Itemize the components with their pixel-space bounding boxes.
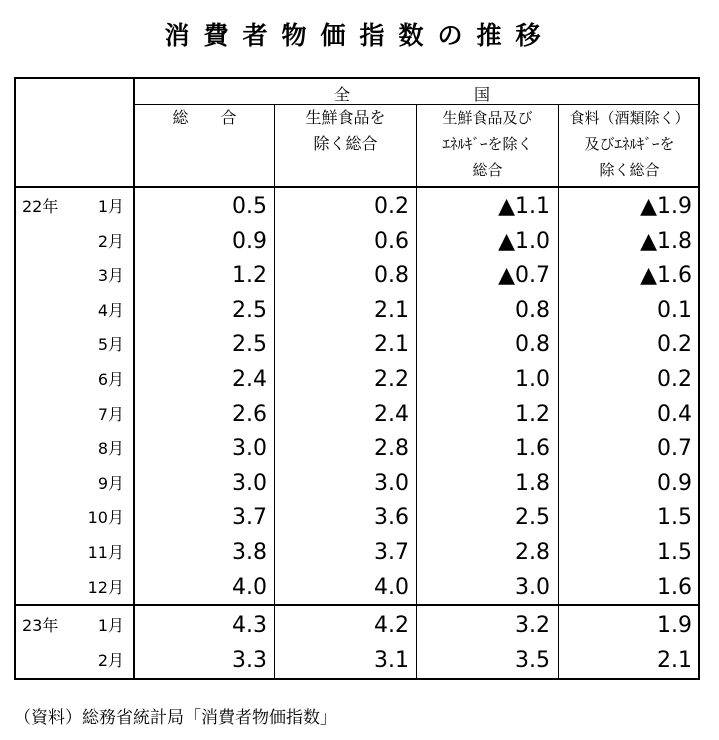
- cpi-table: [14, 77, 700, 680]
- cell-value: 2.1: [374, 332, 409, 358]
- row-month: 3月: [97, 266, 124, 286]
- cell-value: 1.2: [515, 401, 550, 427]
- cell-value: 2.4: [374, 401, 409, 427]
- cell-value: 0.2: [657, 332, 692, 358]
- cell-value: 2.5: [232, 297, 267, 323]
- row-year: 23年: [22, 616, 59, 635]
- cell-value: 0.2: [657, 367, 692, 392]
- group-header-left: 全: [334, 85, 351, 104]
- table-row: [14, 609, 700, 644]
- row-month: 8月: [97, 439, 124, 459]
- table-row: [14, 571, 700, 606]
- table-row: [14, 501, 700, 536]
- cell-value: ▲1.8: [640, 228, 692, 254]
- cell-value: 1.2: [232, 263, 267, 289]
- cell-value: ▲1.9: [640, 194, 692, 219]
- table-row: [14, 398, 700, 433]
- table-row: [14, 259, 700, 294]
- cell-value: 0.4: [657, 401, 692, 427]
- cell-value: ▲1.0: [498, 228, 550, 254]
- column-header-line: 総合: [472, 161, 503, 179]
- source-note: （資料）総務省統計局「消費者物価指数」: [14, 708, 337, 728]
- column-header-core-core: [417, 105, 558, 185]
- cell-value: ▲0.7: [498, 263, 550, 289]
- cell-value: 0.6: [374, 228, 409, 254]
- cell-value: 3.7: [232, 505, 267, 531]
- cell-value: 1.6: [657, 574, 692, 600]
- column-header-core: [275, 105, 416, 185]
- cell-value: 1.9: [657, 613, 692, 638]
- group-header-right: 国: [474, 85, 491, 104]
- cell-value: 4.3: [232, 613, 267, 638]
- cell-value: 4.0: [232, 574, 267, 600]
- table-row: [14, 363, 700, 398]
- cell-value: 0.2: [374, 194, 409, 219]
- cell-value: 0.9: [657, 470, 692, 496]
- cell-value: 1.0: [515, 367, 550, 392]
- table-row: [14, 225, 700, 260]
- cell-value: 2.8: [515, 540, 550, 565]
- cell-value: 3.0: [515, 574, 550, 600]
- row-year: 22年: [22, 197, 59, 216]
- cell-value: 2.2: [374, 367, 409, 392]
- row-month: 1月: [97, 197, 124, 216]
- column-header-line: 生鮮食品を: [305, 108, 386, 127]
- cell-value: 2.5: [515, 505, 550, 531]
- row-month: 7月: [97, 404, 124, 424]
- row-month: 6月: [97, 370, 124, 389]
- column-header-line: 除く総合: [599, 161, 660, 179]
- table-row: [14, 190, 700, 225]
- cell-value: 2.1: [374, 297, 409, 323]
- column-header-line: 生鮮食品及び: [442, 109, 533, 127]
- column-header-us-core: [559, 105, 700, 185]
- row-month: 1月: [97, 616, 124, 635]
- cell-value: 3.8: [232, 540, 267, 565]
- row-month: 9月: [97, 473, 124, 493]
- cell-value: 3.6: [374, 505, 409, 531]
- cell-value: ▲1.6: [640, 263, 692, 289]
- cell-value: 2.6: [232, 401, 267, 427]
- column-header-line: 総 合: [172, 108, 237, 127]
- cell-value: 0.8: [515, 297, 550, 323]
- cell-value: 3.5: [515, 647, 550, 673]
- column-header-line: 及びｴﾈﾙｷﾞｰを: [584, 135, 675, 153]
- cell-value: 1.6: [515, 436, 550, 462]
- page-title: 消費者物価指数の推移: [164, 21, 555, 50]
- cell-value: 0.7: [657, 436, 692, 462]
- row-month: 2月: [97, 650, 124, 670]
- cell-value: 3.0: [232, 470, 267, 496]
- row-month: 11月: [87, 543, 124, 562]
- cell-value: 3.0: [232, 436, 267, 462]
- cell-value: ▲1.1: [498, 194, 550, 219]
- table-row: [14, 294, 700, 329]
- cell-value: 1.8: [515, 470, 550, 496]
- row-month: 5月: [97, 335, 124, 355]
- column-header-line: 除く総合: [313, 134, 378, 153]
- cell-value: 0.9: [232, 228, 267, 254]
- cell-value: 0.8: [515, 332, 550, 358]
- row-month: 12月: [87, 577, 124, 597]
- cell-value: 1.5: [657, 540, 692, 565]
- cell-value: 2.1: [657, 647, 692, 673]
- cell-value: 4.0: [374, 574, 409, 600]
- column-header-sogo: [135, 105, 274, 185]
- cell-value: 3.2: [515, 613, 550, 638]
- column-header-line: ｴﾈﾙｷﾞｰを除く: [442, 135, 533, 153]
- cell-value: 3.1: [374, 647, 409, 673]
- cell-value: 1.5: [657, 505, 692, 531]
- column-header-line: 食料（酒類除く）: [569, 109, 690, 127]
- cell-value: 2.5: [232, 332, 267, 358]
- cell-value: 0.5: [232, 194, 267, 219]
- cell-value: 3.3: [232, 647, 267, 673]
- table-row: [14, 467, 700, 502]
- table-row: [14, 536, 700, 571]
- cell-value: 0.8: [374, 263, 409, 289]
- cell-value: 4.2: [374, 613, 409, 638]
- row-month: 2月: [97, 231, 124, 251]
- cell-value: 2.8: [374, 436, 409, 462]
- row-month: 4月: [97, 300, 124, 320]
- cell-value: 0.1: [657, 297, 692, 323]
- cell-value: 3.0: [374, 470, 409, 496]
- table-row: [14, 644, 700, 679]
- table-row: [14, 432, 700, 467]
- cell-value: 3.7: [374, 540, 409, 565]
- cell-value: 2.4: [232, 367, 267, 392]
- header-divider: [14, 186, 700, 188]
- row-month: 10月: [87, 508, 124, 528]
- table-row: [14, 328, 700, 363]
